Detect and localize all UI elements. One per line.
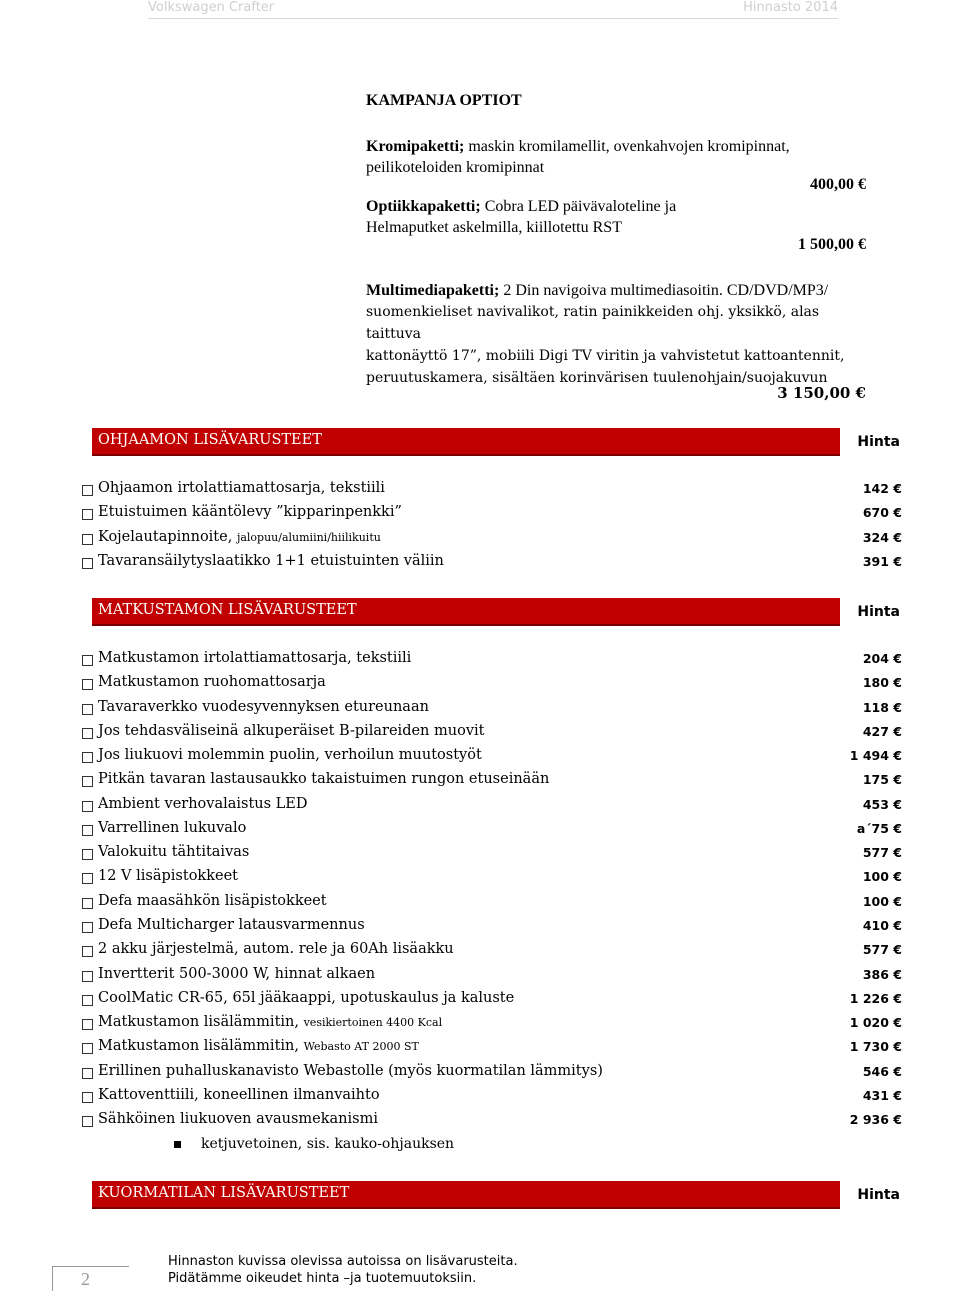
passenger-item-label: Ambient verhovalaistus LED <box>98 795 308 812</box>
bullet-square-icon <box>174 1141 181 1148</box>
footer-note-1: Hinnaston kuvissa olevissa autoissa on lisävarusteita. <box>168 1254 518 1269</box>
passenger-item-row <box>82 844 902 866</box>
passenger-item-row <box>82 723 902 745</box>
header-model: Volkswagen Crafter <box>148 0 275 15</box>
checkbox-icon[interactable] <box>82 1116 93 1127</box>
checkbox-icon[interactable] <box>82 801 93 812</box>
passenger-item-row <box>82 699 902 721</box>
footer-note-2: Pidätämme oikeudet hinta –ja tuotemuutoksiin. <box>168 1271 477 1286</box>
passenger-item-label: 2 akku järjestelmä, autom. rele ja 60Ah lisäakku <box>98 941 454 958</box>
chrome-package-desc-2: peilikoteloiden kromipinnat <box>366 159 545 176</box>
passenger-item-label: Tavaraverkko vuodesyvennyksen etureunaan <box>98 698 429 715</box>
passenger-item-row <box>82 990 902 1012</box>
section-cargo-accessories <box>92 1181 902 1207</box>
checkbox-icon[interactable] <box>82 873 93 884</box>
price-column-header: Hinta <box>857 1187 900 1203</box>
passenger-item-label: Sähköinen liukuoven avausmekanismi <box>98 1111 378 1128</box>
checkbox-icon[interactable] <box>82 558 93 569</box>
passenger-item-label: 12 V lisäpistokkeet <box>98 868 238 885</box>
price-column-header: Hinta <box>857 604 900 620</box>
passenger-item-price: 2 936 € <box>849 1112 902 1128</box>
passenger-item-row <box>82 747 902 769</box>
checkbox-icon[interactable] <box>82 1019 93 1030</box>
passenger-item-label: Invertterit 500-3000 W, hinnat alkaen <box>98 965 376 982</box>
checkbox-icon[interactable] <box>82 509 93 520</box>
optics-package-price: 1 500,00 € <box>798 236 866 253</box>
checkbox-icon[interactable] <box>82 1043 93 1054</box>
passenger-item-label: Matkustamon lisälämmitin, vesikiertoinen 4400 Kcal <box>98 1014 443 1031</box>
passenger-item-label-detail: Webasto AT 2000 ST <box>303 1040 419 1054</box>
cab-item-label: Ohjaamon irtolattiamattosarja, tekstiili <box>98 480 385 496</box>
passenger-item-row <box>82 1014 902 1036</box>
checkbox-icon[interactable] <box>82 849 93 860</box>
passenger-item-price: 100 € <box>862 893 902 909</box>
passenger-item-price: 1 020 € <box>849 1015 902 1031</box>
checkbox-icon[interactable] <box>82 752 93 763</box>
passenger-item-label: Jos tehdasväliseinä alkuperäiset B-pilareiden muovit <box>98 722 485 739</box>
optics-package-desc-1: Cobra LED päivävaloteline ja <box>480 198 677 215</box>
checkbox-icon[interactable] <box>82 922 93 933</box>
section-title: OHJAAMON LISÄVARUSTEET <box>98 432 322 448</box>
checkbox-icon[interactable] <box>82 898 93 909</box>
passenger-item-price: 175 € <box>862 772 902 788</box>
section-cab-accessories <box>92 428 902 454</box>
passenger-item-label: Varrellinen lukuvalo <box>98 819 247 836</box>
checkbox-icon[interactable] <box>82 1092 93 1103</box>
passenger-item-price: 1 226 € <box>849 990 902 1006</box>
passenger-item-price: 386 € <box>862 966 902 982</box>
passenger-item-row <box>82 650 902 672</box>
cab-item-price: 324 € <box>862 529 902 545</box>
passenger-item-price: 577 € <box>862 942 902 958</box>
checkbox-icon[interactable] <box>82 485 93 496</box>
multimedia-package-price: 3 150,00 € <box>777 384 866 402</box>
passenger-item-price: 427 € <box>862 723 902 739</box>
passenger-item-row <box>82 1038 902 1060</box>
passenger-item-label: Erillinen puhalluskanavisto Webastolle (myös kuormatilan lämmitys) <box>98 1062 603 1079</box>
page-number: 2 <box>81 1269 90 1289</box>
page-number-box <box>52 1266 129 1291</box>
passenger-item-price: 1 730 € <box>849 1039 902 1055</box>
passenger-item-price: 118 € <box>862 699 902 715</box>
passenger-item-price: a´75 € <box>856 820 902 836</box>
passenger-item-label: Kattoventtiili, koneellinen ilmanvaihto <box>98 1086 380 1103</box>
chrome-package-title: Kromipaketti; <box>366 138 465 155</box>
chrome-package-price: 400,00 € <box>810 176 866 193</box>
cab-item-price: 391 € <box>862 553 902 569</box>
passenger-item-row <box>82 771 902 793</box>
passenger-item-row <box>82 966 902 988</box>
passenger-item-row <box>82 1087 902 1109</box>
passenger-item-row <box>82 796 902 818</box>
section-passenger-accessories <box>92 598 902 624</box>
multimedia-package-desc-2: suomenkieliset navivalikot, ratin painikkeiden ohj. yksikkö, alas taittuva <box>366 304 820 342</box>
passenger-item-price: 100 € <box>862 869 902 885</box>
passenger-item-label: Defa Multicharger latausvarmennus <box>98 916 365 933</box>
passenger-item-price: 577 € <box>862 845 902 861</box>
checkbox-icon[interactable] <box>82 728 93 739</box>
passenger-item-price: 204 € <box>862 651 902 666</box>
cab-item-row <box>82 553 902 575</box>
passenger-item-label: Jos liukuovi molemmin puolin, verhoilun muutostyöt <box>98 747 482 764</box>
passenger-item-price: 453 € <box>862 796 902 812</box>
passenger-item-label: Valokuitu tähtitaivas <box>98 844 250 861</box>
passenger-item-price: 546 € <box>862 1063 902 1079</box>
section-bar <box>92 1181 840 1209</box>
running-header <box>148 0 838 19</box>
cab-item-label: Tavaransäilytyslaatikko 1+1 etuistuinten väliin <box>98 552 444 569</box>
passenger-item-row <box>82 941 902 963</box>
checkbox-icon[interactable] <box>82 534 93 545</box>
section-title: KUORMATILAN LISÄVARUSTEET <box>98 1185 350 1201</box>
passenger-item-price: 1 494 € <box>849 748 902 764</box>
passenger-item-price: 410 € <box>862 917 902 933</box>
multimedia-package-title: Multimediapaketti; <box>366 282 500 299</box>
checkbox-icon[interactable] <box>82 776 93 787</box>
sub-bullet <box>174 1136 454 1152</box>
cab-item-row <box>82 504 902 526</box>
passenger-item-price: 180 € <box>862 675 902 691</box>
chrome-package <box>366 136 866 178</box>
header-pricelist: Hinnasto 2014 <box>743 0 838 15</box>
passenger-item-label: Defa maasähkön lisäpistokkeet <box>98 892 327 909</box>
multimedia-package-desc-4: peruutuskamera, sisältäen korinvärisen tuulenohjain/suojakuvun <box>366 370 828 386</box>
passenger-item-label: Matkustamon irtolattiamattosarja, tekstiili <box>98 650 412 666</box>
passenger-item-label: Matkustamon ruohomattosarja <box>98 674 326 691</box>
checkbox-icon[interactable] <box>82 971 93 982</box>
cab-item-row <box>82 480 902 502</box>
checkbox-icon[interactable] <box>82 995 93 1006</box>
cab-item-price: 142 € <box>862 481 902 496</box>
cab-item-row <box>82 529 902 551</box>
price-column-header: Hinta <box>857 434 900 450</box>
multimedia-package-desc-3: kattonäyttö 17”, mobiili Digi TV viritin ja vahvistetut kattoantennit, <box>366 348 845 364</box>
cab-item-label-detail: jalopuu/alumiini/hiilikuitu <box>236 530 381 544</box>
passenger-item-row <box>82 820 902 842</box>
multimedia-package <box>366 280 866 389</box>
cab-item-label: Etuistuimen kääntölevy ”kipparinpenkki” <box>98 504 402 521</box>
passenger-item-row <box>82 1063 902 1085</box>
campaign-title: KAMPANJA OPTIOT <box>366 92 522 109</box>
passenger-item-row <box>82 674 902 696</box>
checkbox-icon[interactable] <box>82 946 93 957</box>
checkbox-icon[interactable] <box>82 825 93 836</box>
passenger-item-label: Matkustamon lisälämmitin, Webasto AT 2000 ST <box>98 1038 419 1055</box>
passenger-item-row <box>82 893 902 915</box>
checkbox-icon[interactable] <box>82 679 93 690</box>
optics-package <box>366 196 866 238</box>
passenger-item-label: Pitkän tavaran lastausaukko takaistuimen rungon etuseinään <box>98 771 550 788</box>
multimedia-package-desc-1: 2 Din navigoiva multimediasoitin. CD/DVD/MP3/ <box>499 282 829 299</box>
passenger-item-row <box>82 868 902 890</box>
cab-item-price: 670 € <box>862 505 902 521</box>
chrome-package-desc-1: maskin kromilamellit, ovenkahvojen kromipinnat, <box>464 138 790 155</box>
passenger-item-label: CoolMatic CR-65, 65l jääkaappi, upotuskaulus ja kaluste <box>98 989 515 1006</box>
passenger-item-label-detail: vesikiertoinen 4400 Kcal <box>303 1016 443 1030</box>
passenger-item-row <box>82 1111 902 1133</box>
section-bar <box>92 598 840 626</box>
optics-package-desc-2: Helmaputket askelmilla, kiillotettu RST <box>366 219 622 236</box>
cab-item-label: Kojelautapinnoite, jalopuu/alumiini/hiilikuitu <box>98 528 381 545</box>
passenger-item-row <box>82 917 902 939</box>
checkbox-icon[interactable] <box>82 1068 93 1079</box>
optics-package-title: Optiikkapaketti; <box>366 198 481 215</box>
section-title: MATKUSTAMON LISÄVARUSTEET <box>98 602 357 618</box>
section-bar <box>92 428 840 456</box>
checkbox-icon[interactable] <box>82 704 93 715</box>
sub-bullet-text: ketjuvetoinen, sis. kauko-ohjauksen <box>201 1136 455 1152</box>
passenger-item-price: 431 € <box>862 1087 902 1103</box>
checkbox-icon[interactable] <box>82 655 93 666</box>
